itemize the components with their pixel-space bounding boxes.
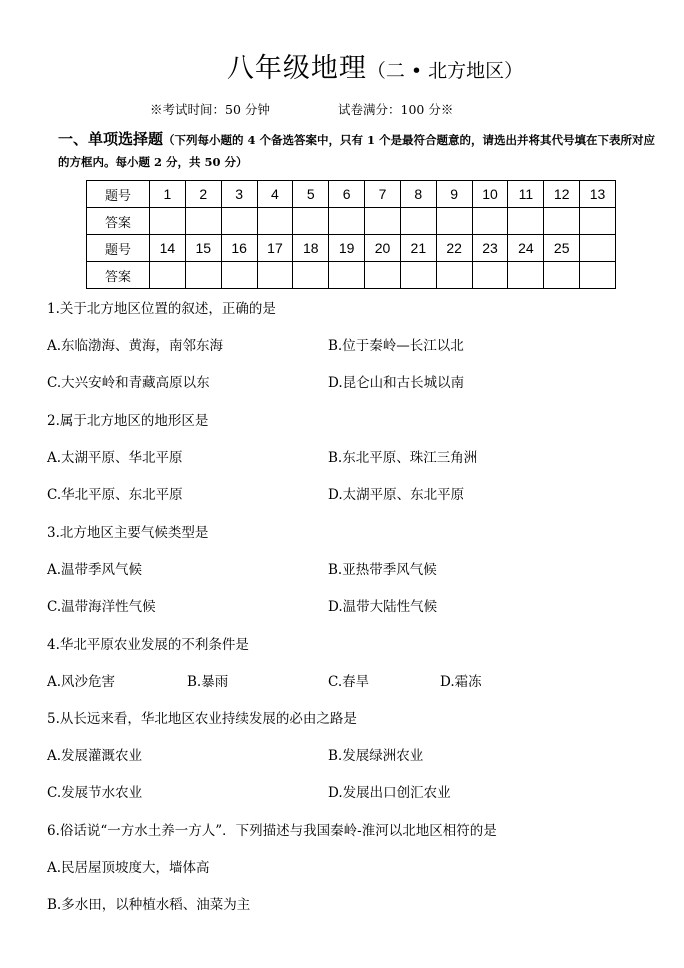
answer-cell[interactable] <box>472 208 508 235</box>
question-2-option-d[interactable]: D.太湖平原、东北平原 <box>328 487 465 503</box>
question-2-option-a[interactable]: A.太湖平原、华北平原 <box>47 450 183 466</box>
answer-cell[interactable] <box>472 262 508 289</box>
question-number-cell: 7 <box>365 181 401 208</box>
question-number-cell: 16 <box>221 235 257 262</box>
answer-cell[interactable] <box>221 208 257 235</box>
answer-cell[interactable] <box>365 208 401 235</box>
question-1-option-c[interactable]: C.大兴安岭和青藏高原以东 <box>47 375 210 391</box>
answer-cell[interactable] <box>185 262 221 289</box>
answer-cell[interactable] <box>329 208 365 235</box>
answer-cell[interactable] <box>400 262 436 289</box>
answer-cell[interactable] <box>508 208 544 235</box>
question-number-cell: 6 <box>329 181 365 208</box>
answer-cell[interactable] <box>221 262 257 289</box>
answer-cell[interactable] <box>293 208 329 235</box>
exam-score: 试卷满分：100 分※ <box>338 102 454 117</box>
question-number-cell: 20 <box>365 235 401 262</box>
section-note: （下列每小题的 4 个备选答案中，只有 1 个是最符合题意的，请选出并将其代号填在下表所对应的方框内。每小题 2 分，共 50 分） <box>58 133 656 169</box>
section-heading: 一、单项选择题 <box>58 130 164 148</box>
table-row-answers-2 <box>87 262 616 289</box>
question-number-cell: 3 <box>221 181 257 208</box>
question-number-cell: 2 <box>185 181 221 208</box>
question-3-option-b[interactable]: B.亚热带季风气候 <box>328 562 437 578</box>
answer-cell[interactable] <box>436 208 472 235</box>
question-1-stem: 1.关于北方地区位置的叙述，正确的是 <box>47 301 276 317</box>
question-4-stem: 4.华北平原农业发展的不利条件是 <box>47 637 249 653</box>
row-label-answer: 答案 <box>87 208 150 235</box>
row-label-answer: 答案 <box>87 262 150 289</box>
question-2-option-b[interactable]: B.东北平原、珠江三角洲 <box>328 450 478 466</box>
answer-cell[interactable] <box>365 262 401 289</box>
question-number-cell: 22 <box>436 235 472 262</box>
section-instructions <box>58 128 658 173</box>
question-number-cell: 13 <box>580 181 616 208</box>
title-sub: （二 • 北方地区） <box>366 60 524 82</box>
question-2-option-c[interactable]: C.华北平原、东北平原 <box>47 487 183 503</box>
title-main: 八年级地理 <box>226 53 367 84</box>
question-number-cell: 23 <box>472 235 508 262</box>
question-5-option-a[interactable]: A.发展灌溉农业 <box>47 748 143 764</box>
question-1-option-d[interactable]: D.昆仑山和古长城以南 <box>328 375 465 391</box>
question-3-option-c[interactable]: C.温带海洋性气候 <box>47 599 156 615</box>
question-number-cell: 14 <box>150 235 186 262</box>
question-number-cell: 19 <box>329 235 365 262</box>
answer-cell[interactable] <box>329 262 365 289</box>
answer-cell[interactable] <box>257 262 293 289</box>
answer-cell[interactable] <box>544 208 580 235</box>
question-number-cell: 18 <box>293 235 329 262</box>
question-5-option-c[interactable]: C.发展节水农业 <box>47 785 143 801</box>
answer-cell[interactable] <box>293 262 329 289</box>
question-number-cell: 5 <box>293 181 329 208</box>
question-6-stem: 6.俗话说“一方水土养一方人”．下列描述与我国秦岭-淮河以北地区相符的是 <box>47 823 497 839</box>
question-1-option-b[interactable]: B.位于秦岭—长江以北 <box>328 338 464 354</box>
question-2-stem: 2.属于北方地区的地形区是 <box>47 413 209 429</box>
answer-table <box>86 180 616 289</box>
question-3-option-a[interactable]: A.温带季风气候 <box>47 562 143 578</box>
question-number-cell: 9 <box>436 181 472 208</box>
answer-cell[interactable] <box>580 262 616 289</box>
table-row-numbers-2 <box>87 235 616 262</box>
question-number-cell <box>580 235 616 262</box>
answer-cell[interactable] <box>508 262 544 289</box>
question-5-stem: 5.从长远来看，华北地区农业持续发展的必由之路是 <box>47 711 357 727</box>
answer-cell[interactable] <box>150 262 186 289</box>
answer-cell[interactable] <box>436 262 472 289</box>
question-number-cell: 24 <box>508 235 544 262</box>
table-row-numbers-1 <box>87 181 616 208</box>
question-number-cell: 21 <box>400 235 436 262</box>
question-6-option-a[interactable]: A.民居屋顶坡度大，墙体高 <box>47 860 210 876</box>
question-4-option-b[interactable]: B.暴雨 <box>187 674 229 690</box>
question-number-cell: 17 <box>257 235 293 262</box>
table-row-answers-1 <box>87 208 616 235</box>
question-4-option-d[interactable]: D.霜冻 <box>440 674 482 690</box>
answer-cell[interactable] <box>544 262 580 289</box>
row-label-number: 题号 <box>87 181 150 208</box>
question-5-option-b[interactable]: B.发展绿洲农业 <box>328 748 424 764</box>
answer-cell[interactable] <box>185 208 221 235</box>
question-3-option-d[interactable]: D.温带大陆性气候 <box>328 599 438 615</box>
question-number-cell: 12 <box>544 181 580 208</box>
answer-cell[interactable] <box>580 208 616 235</box>
question-6-option-b[interactable]: B.多水田，以种植水稻、油菜为主 <box>47 897 251 913</box>
question-number-cell: 4 <box>257 181 293 208</box>
question-4-option-c[interactable]: C.春旱 <box>328 674 370 690</box>
question-number-cell: 25 <box>544 235 580 262</box>
question-number-cell: 8 <box>400 181 436 208</box>
question-number-cell: 11 <box>508 181 544 208</box>
question-1-option-a[interactable]: A.东临渤海、黄海，南邻东海 <box>47 338 224 354</box>
question-5-option-d[interactable]: D.发展出口创汇农业 <box>328 785 451 801</box>
question-number-cell: 10 <box>472 181 508 208</box>
exam-time: ※考试时间：50 分钟 <box>150 102 270 117</box>
answer-cell[interactable] <box>150 208 186 235</box>
question-4-option-a[interactable]: A.风沙危害 <box>47 674 116 690</box>
question-3-stem: 3.北方地区主要气候类型是 <box>47 525 209 541</box>
question-number-cell: 1 <box>150 181 186 208</box>
answer-cell[interactable] <box>400 208 436 235</box>
row-label-number: 题号 <box>87 235 150 262</box>
question-number-cell: 15 <box>185 235 221 262</box>
answer-cell[interactable] <box>257 208 293 235</box>
page-title <box>0 46 684 85</box>
